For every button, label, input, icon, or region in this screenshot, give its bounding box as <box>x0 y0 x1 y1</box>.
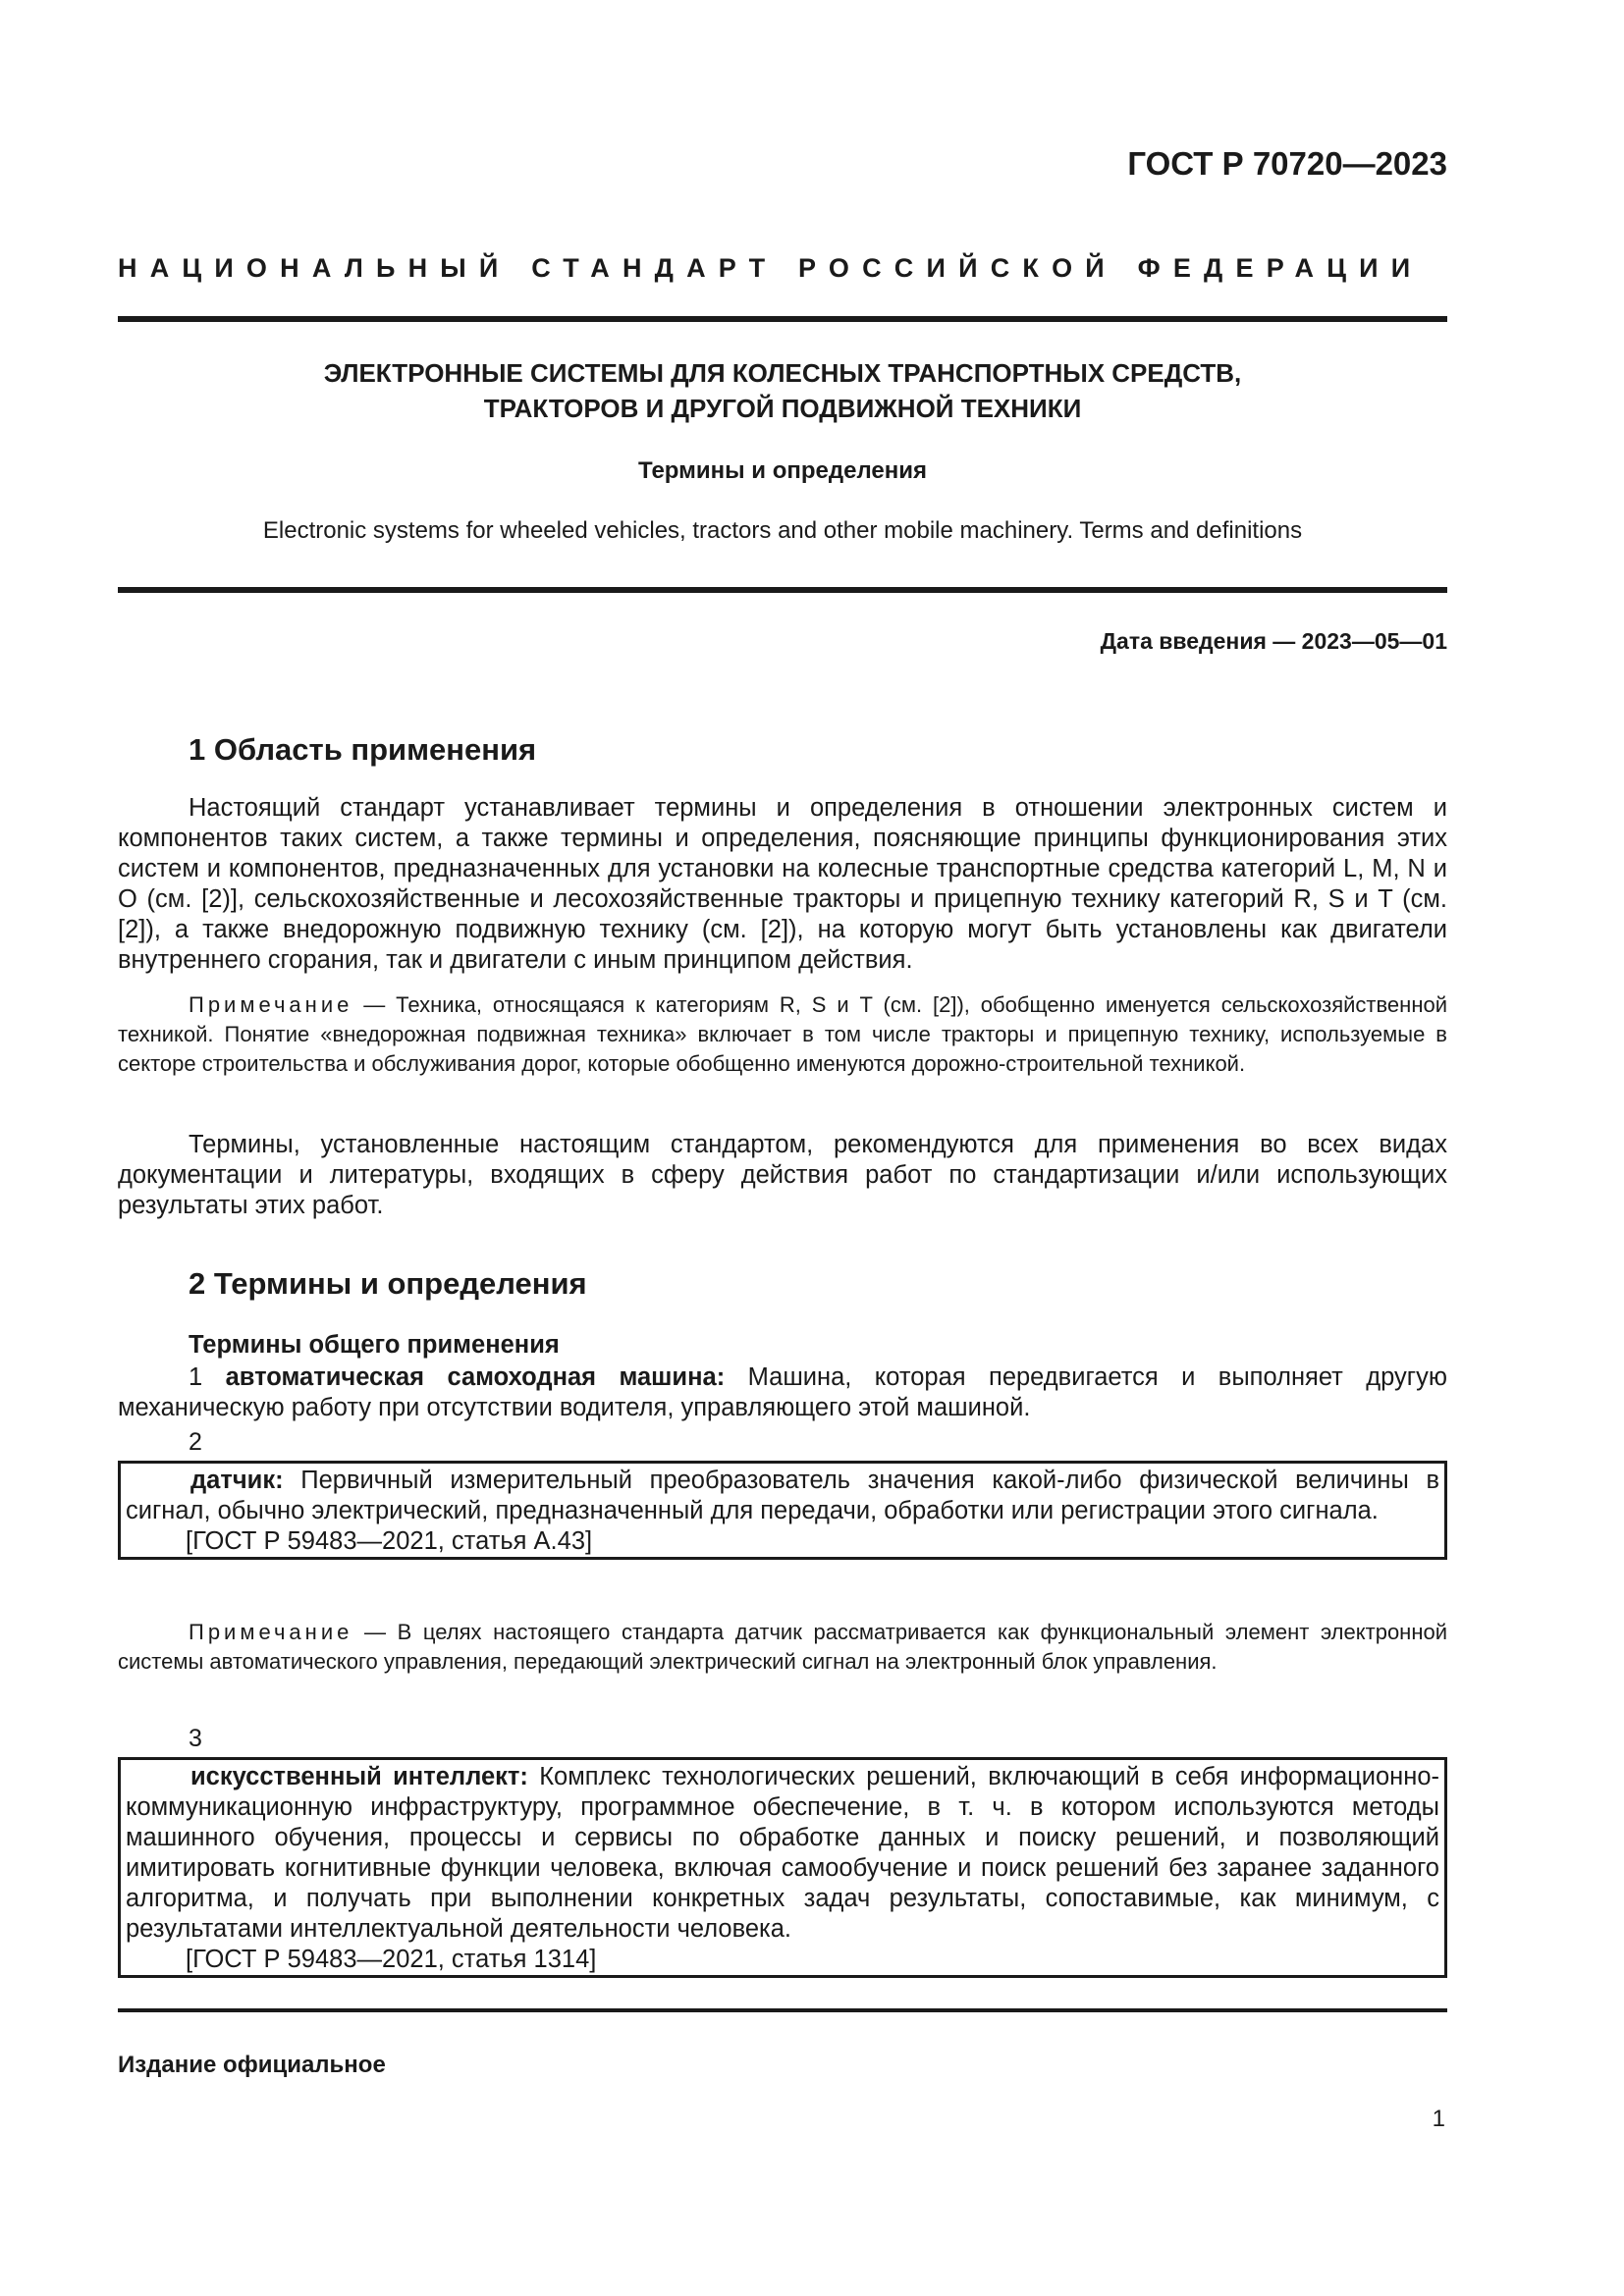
term-2-note <box>118 1618 1447 1677</box>
term-2-note-text: — В целях настоящего стандарта датчик рассматривается как функциональный элемент электронной системы автоматического управления, передающий электрический сигнал на электронный блок управления. <box>118 1620 1447 1674</box>
document-title <box>118 355 1447 426</box>
term-2-note-label: Примечание <box>189 1620 353 1644</box>
divider-bottom <box>118 2008 1447 2012</box>
document-page <box>118 0 1447 2296</box>
term-2-box <box>118 1461 1447 1560</box>
national-standard-banner: НАЦИОНАЛЬНЫЙ СТАНДАРТ РОССИЙСКОЙ ФЕДЕРАЦИИ <box>118 253 1424 283</box>
term-3-number: 3 <box>189 1725 202 1752</box>
term-1-term: автоматическая самоходная машина: <box>225 1363 726 1391</box>
introduction-date: Дата введения — 2023—05—01 <box>1100 628 1447 654</box>
term-1-number: 1 <box>189 1363 203 1391</box>
term-3-definition-block <box>121 1760 1444 1945</box>
term-1-definition: Машина, которая передвигается и выполняет другую механическую работу при отсутствии водителя, управляющего этой машиной. <box>118 1363 1447 1421</box>
divider-top <box>118 316 1447 322</box>
standard-code: ГОСТ Р 70720—2023 <box>1127 145 1447 182</box>
section-1-note <box>118 990 1447 1079</box>
section-1-heading: 1 Область применения <box>189 732 537 767</box>
term-2-definition: Первичный измерительный преобразователь значения какой-либо физической величины в сигнал, обычно электрический, предназначенный для передачи, обработки или регистрации этого сигнала. <box>126 1467 1439 1524</box>
section-2-subheading: Термины общего применения <box>189 1331 560 1359</box>
term-2-source: [ГОСТ Р 59483—2021, статья А.43] <box>186 1527 593 1555</box>
term-2-definition-block <box>121 1464 1444 1526</box>
english-title: Electronic systems for wheeled vehicles, tractors and other mobile machinery. Terms and definitions <box>262 517 1303 544</box>
divider-title <box>118 587 1447 593</box>
section-1-paragraph-1: Настоящий стандарт устанавливает термины и определения в отношении электронных систем и компонентов таких систем, а также термины и определения, поясняющие принципы функционирования этих систем и компонентов, предназначенных для установки на колесные транспортные средства категорий L, M, N и O (см. [2)], сельскохозяйственные и лесохозяйственные тракторы и прицепную технику категорий R, S и T (см. [2]), а также внедорожную подвижную технику (см. [2]), на которую могут быть установлены как двигатели внутреннего сгорания, так и двигатели с иным принципом действия. <box>118 794 1447 974</box>
title-line-2: ТРАКТОРОВ И ДРУГОЙ ПОДВИЖНОЙ ТЕХНИКИ <box>483 394 1082 423</box>
term-3-box <box>118 1757 1447 1978</box>
document-subtitle: Термины и определения <box>637 457 928 484</box>
official-edition: Издание официальное <box>118 2052 386 2078</box>
term-1 <box>118 1362 1447 1423</box>
section-1-paragraph-2: Термины, установленные настоящим стандартом, рекомендуются для применения во всех видах документации и литературы, входящих в сферу действия работ по стандартизации и/или использующих результаты этих работ. <box>118 1131 1447 1219</box>
term-3-term: искусственный интеллект: <box>190 1763 528 1790</box>
note-label: Примечание <box>189 992 353 1017</box>
note-text: — Техника, относящаяся к категориям R, S и T (см. [2]), обобщенно именуется сельскохозяйственной техникой. Понятие «внедорожная подвижная техника» включает в том числе тракторы и прицепную технику, используемые в секторе строительства и обслуживания дорог, которые обобщенно именуются дорожно-строительной техникой. <box>118 992 1447 1076</box>
term-2-number: 2 <box>189 1428 202 1456</box>
term-3-definition: Комплекс технологических решений, включающий в себя информационно-коммуникационную инфраструктуру, программное обеспечение, в т. ч. в котором используются методы машинного обучения, процессы и сервисы по обработке данных и поиску решений, и позволяющий имитировать когнитивные функции человека, включая самообучение и поиск решений без заранее заданного алгоритма, и получать при выполнении конкретных задач результаты, сопоставимые, как минимум, с результатами интеллектуальной деятельности человека. <box>126 1763 1439 1943</box>
section-2-heading: 2 Термины и определения <box>189 1266 587 1301</box>
title-line-1: ЭЛЕКТРОННЫЕ СИСТЕМЫ ДЛЯ КОЛЕСНЫХ ТРАНСПОРТНЫХ СРЕДСТВ, <box>323 358 1242 388</box>
page-number: 1 <box>1432 2106 1445 2132</box>
term-2-term: датчик: <box>190 1467 284 1494</box>
term-3-source: [ГОСТ Р 59483—2021, статья 1314] <box>186 1946 597 1973</box>
